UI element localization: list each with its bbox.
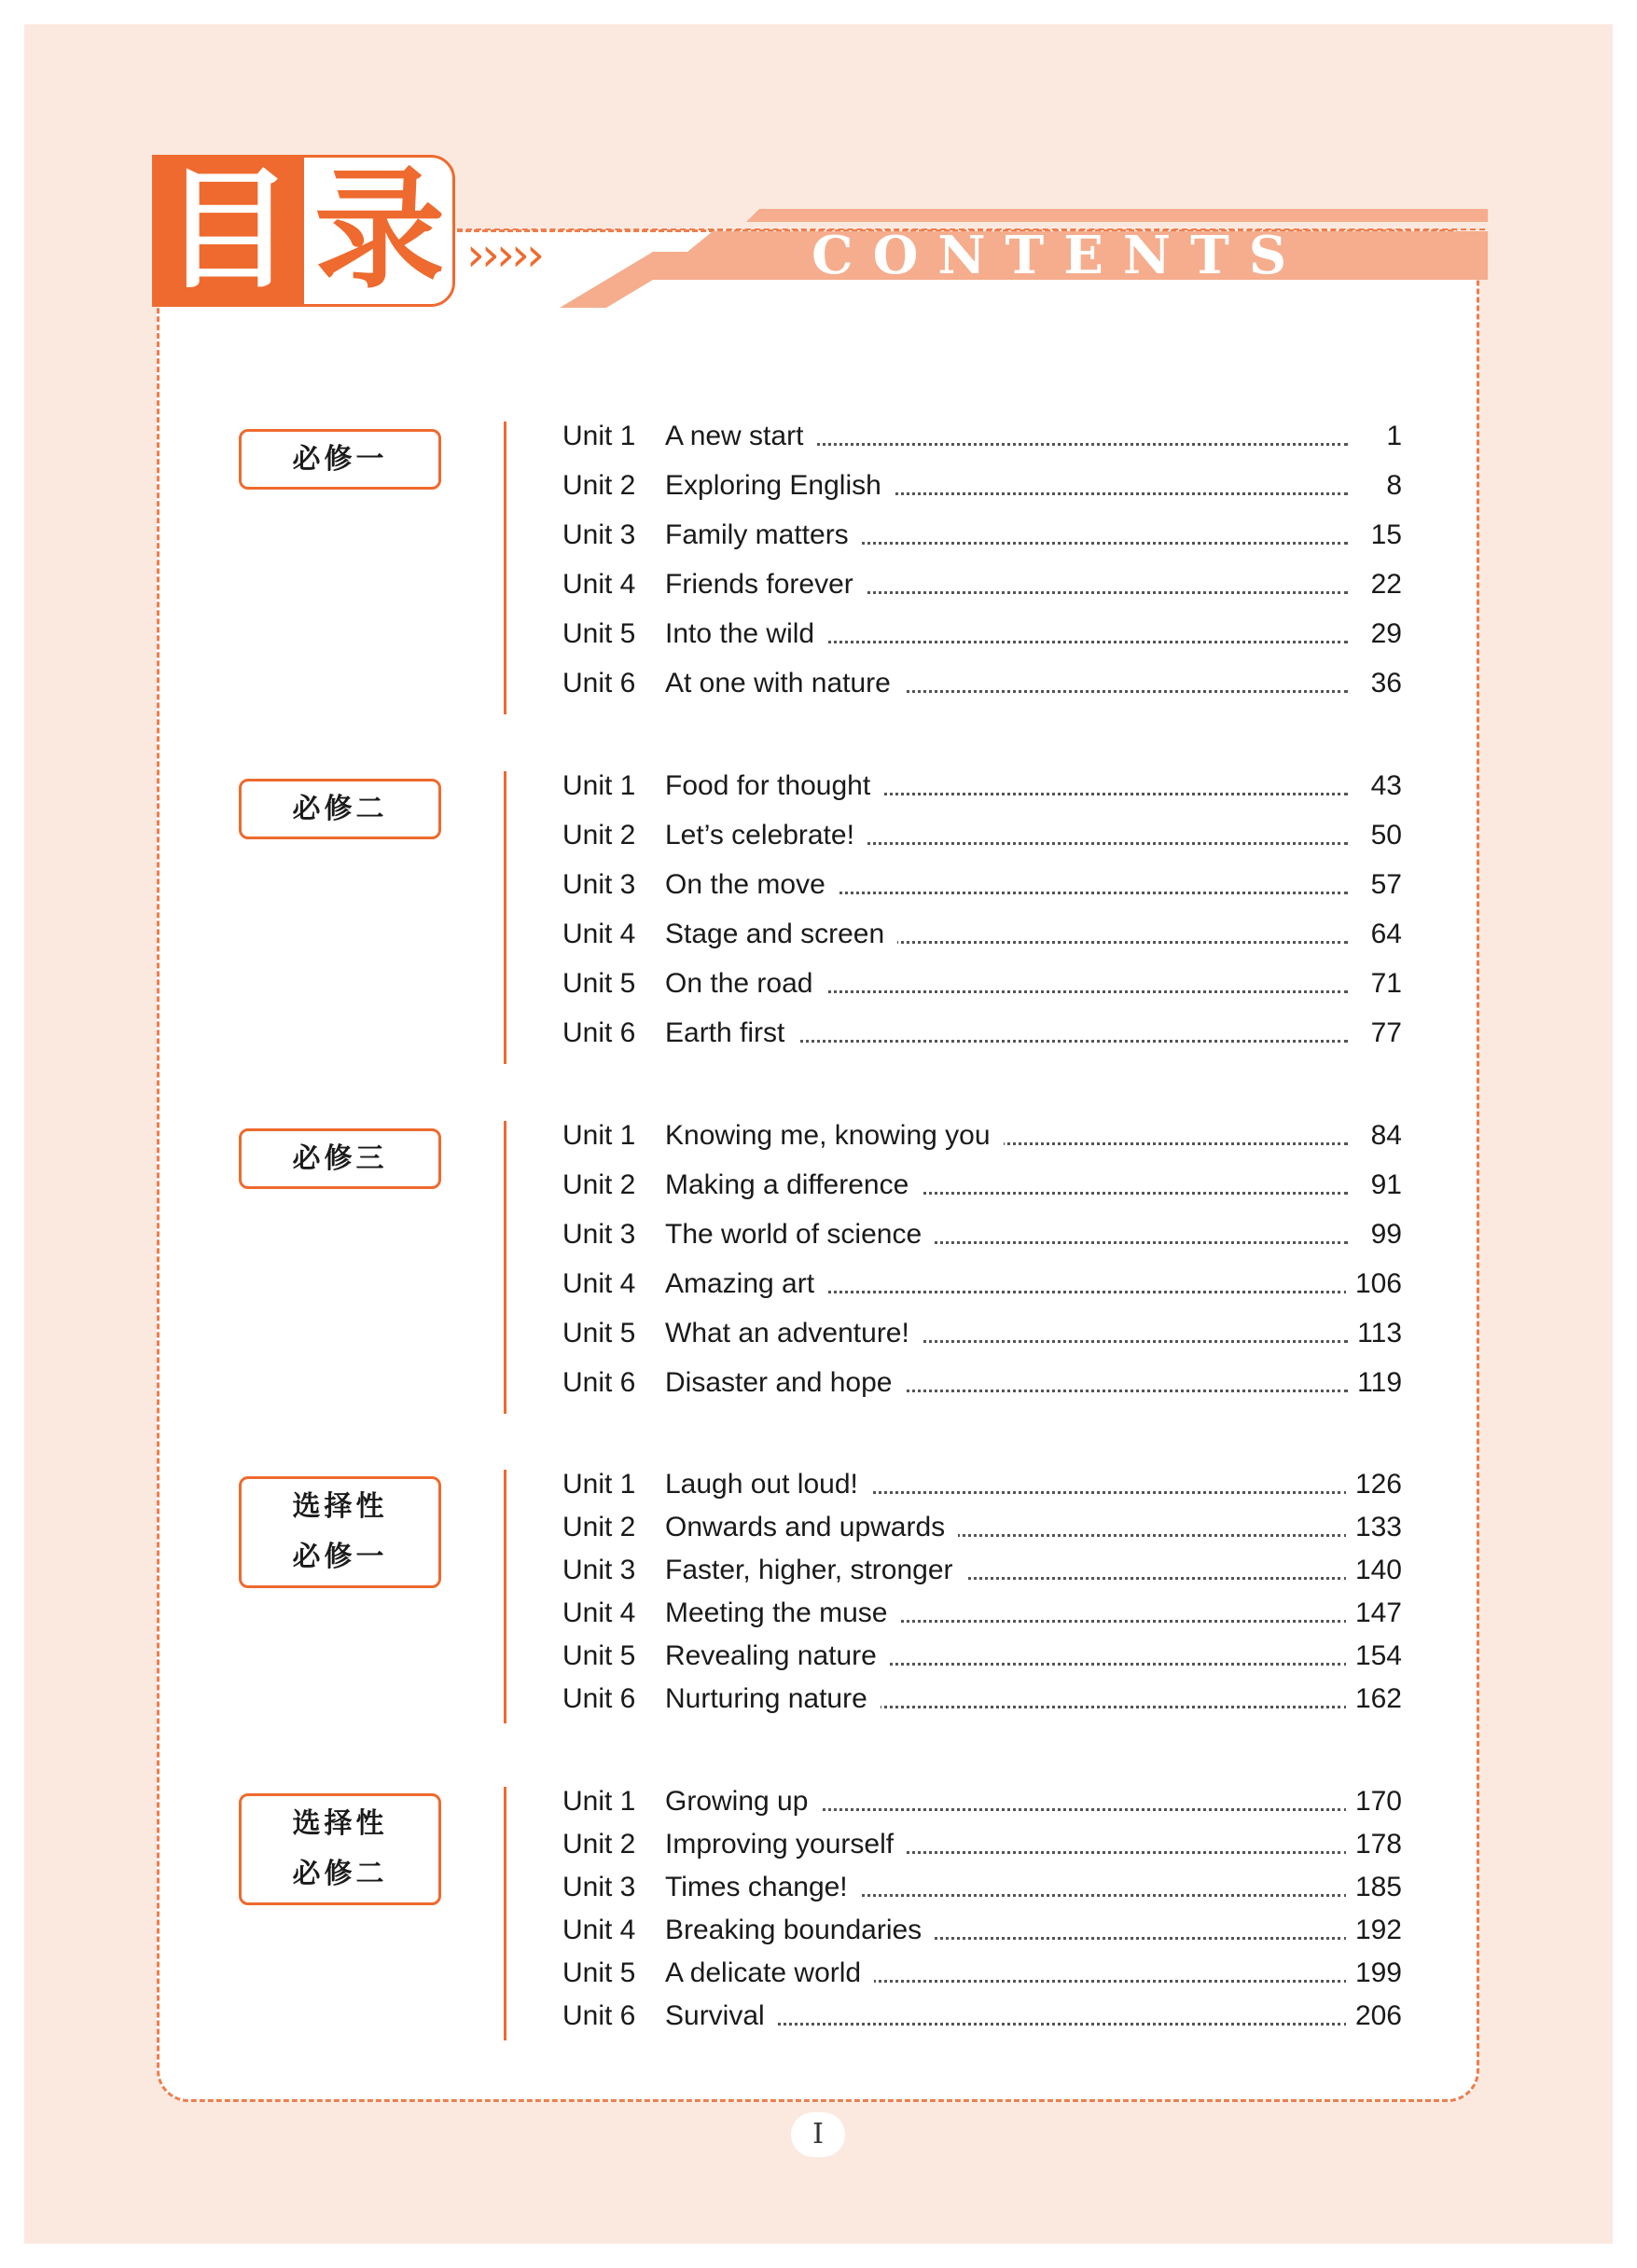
toc-entry[interactable]	[562, 1552, 1402, 1589]
page-ref: 50	[1362, 817, 1402, 854]
toc-entry[interactable]	[562, 1826, 1402, 1863]
unit-label: Unit 6	[562, 2000, 636, 2031]
unit-label: Unit 4	[562, 1915, 636, 1945]
page-ref: 15	[1362, 517, 1402, 554]
section-divider-line	[504, 1121, 506, 1414]
toc-entry[interactable]	[562, 1315, 1402, 1352]
unit-label: Unit 2	[562, 470, 636, 501]
unit-title: Making a difference	[665, 1167, 922, 1204]
unit-title: A new start	[665, 418, 816, 455]
unit-label: Unit 1	[562, 1120, 636, 1151]
unit-label: Unit 5	[562, 1640, 636, 1671]
section-divider-line	[504, 1787, 506, 2040]
unit-title: Nurturing nature	[665, 1680, 881, 1718]
page-ref: 43	[1362, 768, 1402, 805]
page-ref: 178	[1346, 1826, 1402, 1863]
unit-label: Unit 5	[562, 1957, 636, 1988]
page-ref: 64	[1362, 916, 1402, 953]
unit-title: Times change!	[665, 1869, 861, 1906]
unit-title: Breaking boundaries	[665, 1912, 935, 1949]
section-divider-line	[504, 1470, 506, 1723]
unit-label: Unit 1	[562, 421, 636, 451]
toc-entry[interactable]	[562, 1167, 1402, 1204]
unit-label: Unit 1	[562, 770, 636, 801]
page-ref: 8	[1377, 467, 1402, 505]
section-label-line: 必修一	[292, 442, 388, 476]
page-ref: 99	[1362, 1216, 1402, 1253]
unit-label: Unit 2	[562, 820, 636, 850]
unit-label: Unit 3	[562, 519, 636, 550]
section-label-line: 必修三	[292, 1141, 388, 1175]
page-ref: 162	[1346, 1680, 1402, 1718]
unit-title: Earth first	[665, 1015, 798, 1052]
section-label	[239, 429, 441, 490]
title-char-lu: 录	[313, 155, 445, 307]
toc-entry[interactable]	[562, 566, 1402, 603]
page-ref: 140	[1346, 1552, 1402, 1589]
unit-title: Survival	[665, 1998, 778, 2035]
unit-title: Let’s celebrate!	[665, 817, 867, 854]
unit-title: At one with nature	[665, 665, 904, 702]
unit-label: Unit 3	[562, 1872, 636, 1902]
toc-entry[interactable]	[562, 916, 1402, 953]
page-ref: 126	[1346, 1466, 1402, 1503]
unit-label: Unit 6	[562, 1017, 636, 1048]
unit-title: Laugh out loud!	[665, 1466, 871, 1503]
page-ref: 147	[1346, 1595, 1402, 1632]
toc-entry[interactable]	[562, 1216, 1402, 1253]
unit-title: Friends forever	[665, 566, 867, 603]
section-label	[239, 1476, 441, 1588]
section-label-line: 必修一	[292, 1541, 388, 1573]
unit-label: Unit 3	[562, 869, 636, 900]
toc-entry[interactable]	[562, 1998, 1402, 2035]
section-label-line: 必修二	[292, 1858, 388, 1890]
unit-title: Family matters	[665, 517, 862, 554]
page-ref: 206	[1346, 1998, 1402, 2035]
page-ref: 29	[1362, 615, 1402, 653]
unit-title: A delicate world	[665, 1955, 874, 1992]
unit-label: Unit 5	[562, 968, 636, 999]
toc-entry[interactable]	[562, 1869, 1402, 1906]
toc-entry[interactable]	[562, 1638, 1402, 1675]
unit-title: Disaster and hope	[665, 1364, 906, 1402]
toc-entry[interactable]	[562, 1015, 1402, 1052]
toc-entry[interactable]	[562, 418, 1402, 455]
unit-label: Unit 5	[562, 1318, 636, 1348]
page-ref: 1	[1377, 418, 1402, 455]
unit-label: Unit 4	[562, 1597, 636, 1628]
toc-entry[interactable]	[562, 1265, 1402, 1303]
chevron-arrows-icon: ›››››	[466, 228, 541, 282]
toc-entry[interactable]	[562, 665, 1402, 702]
section-label	[239, 779, 441, 839]
unit-title: Stage and screen	[665, 916, 897, 953]
unit-label: Unit 2	[562, 1512, 636, 1542]
page-ref: 22	[1362, 566, 1402, 603]
toc-entry[interactable]	[562, 615, 1402, 653]
toc-entry[interactable]	[562, 768, 1402, 805]
unit-title: Exploring English	[665, 467, 895, 505]
toc-entry[interactable]	[562, 1680, 1402, 1718]
unit-title: On the move	[665, 866, 839, 904]
unit-title: What an adventure!	[665, 1315, 923, 1352]
title-char-mu: 目	[162, 155, 294, 307]
unit-label: Unit 4	[562, 569, 636, 600]
unit-label: Unit 6	[562, 668, 636, 698]
unit-title: Amazing art	[665, 1265, 827, 1303]
contents-heading: CONTENTS	[812, 225, 1307, 286]
section-label-line: 选择性	[292, 1807, 388, 1840]
page-ref: 199	[1346, 1955, 1402, 1992]
page-ref: 106	[1346, 1265, 1402, 1303]
unit-title: Revealing nature	[665, 1638, 890, 1675]
unit-title: Food for thought	[665, 768, 883, 805]
page-ref: 77	[1362, 1015, 1402, 1052]
page-ref: 192	[1346, 1912, 1402, 1949]
unit-label: Unit 4	[562, 919, 636, 949]
page-ref: 154	[1346, 1638, 1402, 1675]
unit-title: Improving yourself	[665, 1826, 907, 1863]
page-ref: 57	[1362, 866, 1402, 904]
toc-entry[interactable]	[562, 1364, 1402, 1402]
unit-label: Unit 6	[562, 1683, 636, 1714]
section-label	[239, 1793, 441, 1905]
page-ref: 119	[1348, 1364, 1402, 1402]
unit-label: Unit 4	[562, 1268, 636, 1299]
section-label	[239, 1128, 441, 1189]
unit-label: Unit 6	[562, 1367, 636, 1398]
unit-label: Unit 1	[562, 1786, 636, 1817]
unit-label: Unit 3	[562, 1555, 636, 1585]
toc-entry[interactable]	[562, 1595, 1402, 1632]
title-left-block	[152, 155, 304, 307]
unit-label: Unit 2	[562, 1169, 636, 1200]
unit-title: Faster, higher, stronger	[665, 1552, 966, 1589]
unit-label: Unit 2	[562, 1829, 636, 1860]
toc-entry[interactable]	[562, 1783, 1402, 1820]
page-ref: 113	[1348, 1315, 1402, 1352]
page-ref: 133	[1346, 1509, 1402, 1546]
unit-title: Meeting the muse	[665, 1595, 900, 1632]
toc-entry[interactable]	[562, 965, 1402, 1003]
section-label-line: 选择性	[292, 1490, 388, 1523]
unit-title: Knowing me, knowing you	[665, 1117, 1004, 1155]
section-label-line: 必修二	[292, 792, 388, 825]
page-ref: 84	[1362, 1117, 1402, 1155]
section-divider-line	[504, 422, 506, 714]
page-ref: 91	[1362, 1167, 1402, 1204]
toc-entry[interactable]	[562, 517, 1402, 554]
toc-entry[interactable]	[562, 1509, 1402, 1546]
header-decor-line	[746, 209, 1488, 222]
toc-entry[interactable]	[562, 467, 1402, 505]
toc-entry[interactable]	[562, 1117, 1402, 1155]
unit-title: Onwards and upwards	[665, 1509, 958, 1546]
unit-title: Into the wild	[665, 615, 827, 653]
page-ref: 36	[1362, 665, 1402, 702]
toc-entry[interactable]	[562, 866, 1402, 904]
unit-title: Growing up	[665, 1783, 821, 1820]
page-ref: 170	[1346, 1783, 1402, 1820]
toc-entry[interactable]	[562, 817, 1402, 854]
toc-entry[interactable]	[562, 1912, 1402, 1949]
toc-entry[interactable]	[562, 1466, 1402, 1503]
toc-entry[interactable]	[562, 1955, 1402, 1992]
section-divider-line	[504, 771, 506, 1064]
page-number: I	[812, 2118, 824, 2150]
unit-label: Unit 5	[562, 618, 636, 649]
unit-title: The world of science	[665, 1216, 935, 1253]
page-ref: 185	[1346, 1869, 1402, 1906]
unit-title: On the road	[665, 965, 825, 1003]
page-ref: 71	[1362, 965, 1402, 1003]
unit-label: Unit 3	[562, 1219, 636, 1250]
unit-label: Unit 1	[562, 1469, 636, 1500]
